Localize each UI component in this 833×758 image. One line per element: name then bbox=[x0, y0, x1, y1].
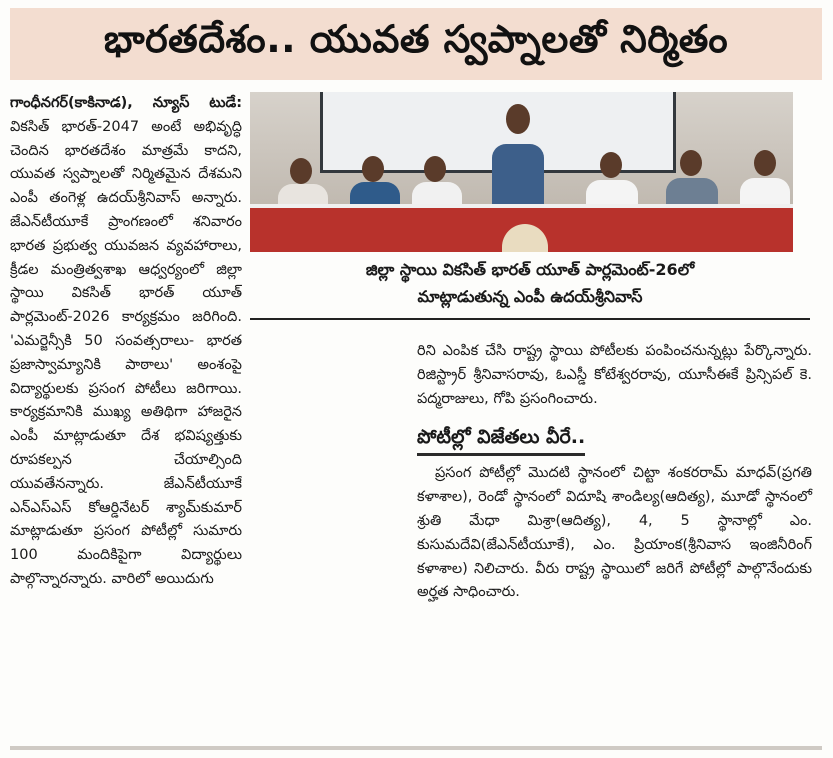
left-column-text bbox=[10, 92, 242, 592]
bottom-edge bbox=[10, 746, 822, 750]
winners-paragraph: ప్రసంగ పోటీల్లో మొదటి స్థానంలో చిట్టా శంకరరామ్ మాధవ్(ప్రగతి కళాశాల), రెండో స్థానంలో విదూషి శాండిల్య(ఆదిత్య), మూడో స్థానంలో శ్రుతి మేధా మిశ్రా(ఆదిత్య), 4, 5 స్థానాల్లో ఎం. కుసుమదేవి(జేఎన్‌టీయూకే), ఎం. ప్రియాంక(శ్రీనివాస ఇంజినీరింగ్ కళాశాల) నిలిచారు. వీరు రాష్ట్ర స్థాయిలో జరిగే పోటీల్లో పాల్గొనేందుకు అర్హత సాధించారు. bbox=[417, 465, 812, 601]
headline-banner bbox=[10, 8, 822, 80]
winners-subheading: పోటీల్లో విజేతలు వీరే.. bbox=[417, 421, 585, 456]
headline: భారతదేశం.. యువత స్వప్నాలతో నిర్మితం bbox=[103, 17, 729, 61]
caption-divider bbox=[250, 318, 810, 320]
photo-caption bbox=[250, 256, 810, 310]
right-column bbox=[417, 340, 812, 605]
guest-head bbox=[600, 152, 622, 178]
guest-head bbox=[754, 150, 776, 176]
event-photo bbox=[250, 92, 793, 252]
guest-head bbox=[424, 156, 446, 182]
left-body: వికసిత్ భారత్-2047 అంటే అభివృద్ధి చెందిన భారతదేశం మాత్రమే కాదని, యువత స్వప్నాలతో నిర్మితమైన దేశమని ఎంపీ తంగెళ్ల ఉదయ్‌శ్రీనివాస్ అన్నారు. జేఎన్‌టీయూకే ప్రాంగణంలో శనివారం భారత ప్రభుత్వ యువజన వ్యవహారాలు, క్రీడల మంత్రిత్వశాఖ ఆధ్వర్యంలో జిల్లా స్థాయి వికసిత్ భారత్ యూత్ పార్లమెంట్-2026 కార్యక్రమం జరిగింది. 'ఎమర్జెన్సీకి 50 సంవత్సరాలు- భారత ప్రజాస్వామ్యానికి పాఠాలు' అంశంపై విద్యార్థులకు ప్రసంగ పోటీలు జరిగాయి. కార్యక్రమానికి ముఖ్య అతిథిగా హాజరైన ఎంపీ మాట్లాడుతూ దేశ భవిష్యత్తుకు రూపకల్పన చేయాల్సింది యువతేనన్నారు. జేఎన్‌టీయూకే ఎన్‌ఎస్‌ఎస్ కోఆర్డినేటర్ శ్యామ్‌కుమార్ మాట్లాడుతూ ప్రసంగ పోటీల్లో సుమారు 100 మందికిపైగా విద్యార్థులు పాల్గొన్నారన్నారు. వారిలో అయిదుగు bbox=[10, 118, 242, 587]
speaker-head bbox=[506, 104, 530, 134]
guest-head bbox=[290, 158, 312, 184]
guest-head bbox=[362, 156, 384, 182]
continued-paragraph: రిని ఎంపిక చేసి రాష్ట్ర స్థాయి పోటీలకు పంపించనున్నట్లు పేర్కొన్నారు. రిజిస్ట్రార్ శ్రీనివాసరావు, ఓఎస్డీ కోటేశ్వరరావు, యూసీఈకే ప్రిన్సిపల్ కె. పద్మరాజులు, గోపి ప్రసంగించారు. bbox=[417, 343, 812, 407]
caption-line-1: జిల్లా స్థాయి వికసిత్ భారత్ యూత్ పార్లమెంట్-26లో bbox=[365, 260, 695, 279]
guest-head bbox=[680, 150, 702, 176]
caption-line-2: మాట్లాడుతున్న ఎంపీ ఉదయ్‌శ్రీనివాస్ bbox=[417, 287, 643, 306]
left-column bbox=[10, 92, 242, 592]
dateline: గాంధీనగర్(కాకినాడ), న్యూస్ టుడే: bbox=[10, 95, 242, 111]
